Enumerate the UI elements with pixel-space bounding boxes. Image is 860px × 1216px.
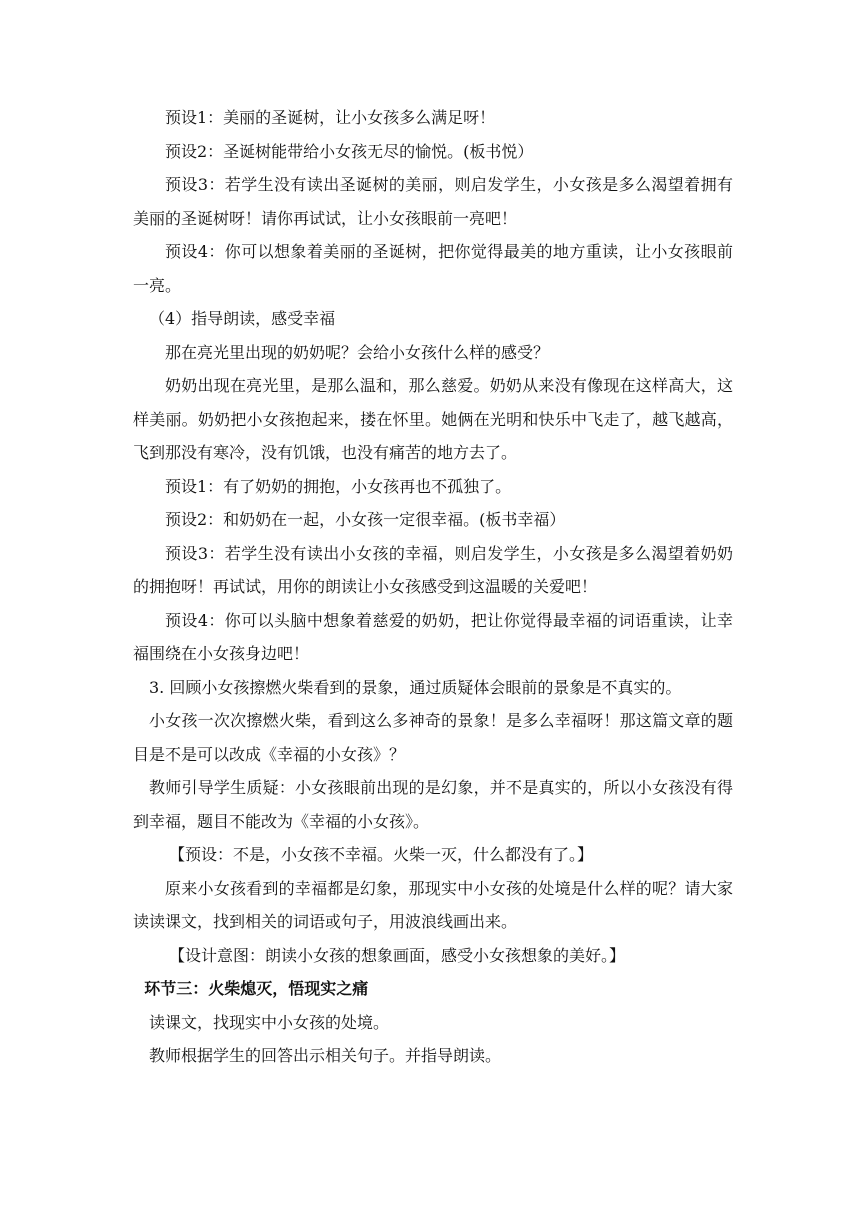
paragraph-question-grandma: 那在亮光里出现的奶奶呢？会给小女孩什么样的感受？ bbox=[165, 342, 550, 362]
paragraph-preset-1b: 预设1：有了奶奶的拥抱，小女孩再也不孤独了。 bbox=[165, 476, 512, 496]
paragraph-reality-question: 原来小女孩看到的幸福都是幻象，那现实中小女孩的处境是什么样的呢？请大家读读课文，找到相关的词语或句子，用波浪线画出来。 bbox=[133, 878, 733, 931]
paragraph-preset-2: 预设2：圣诞树能带给小女孩无尽的愉悦。(板书悦） bbox=[165, 141, 534, 161]
paragraph-preset-4: 预设4：你可以想象着美丽的圣诞树，把你觉得最美的地方重读，让小女孩眼前一亮。 bbox=[133, 242, 733, 295]
document-body bbox=[133, 101, 733, 1073]
paragraph-preset-3b: 预设3：若学生没有读出小女孩的幸福，则启发学生，小女孩是多么渴望着奶奶的拥抱呀！再试试，用你的朗读让小女孩感受到这温暖的关爱吧！ bbox=[133, 543, 733, 596]
paragraph-teacher-shows: 教师根据学生的回答出示相关句子。并指导朗读。 bbox=[149, 1046, 502, 1065]
paragraph-preset-4b: 预设4：你可以头脑中想象着慈爱的奶奶，把让你觉得最幸福的词语重读，让幸福围绕在小女孩身边吧！ bbox=[133, 610, 733, 663]
paragraph-teacher-guidance: 教师引导学生质疑：小女孩眼前出现的是幻象，并不是真实的，所以小女孩没有得到幸福，题目不能改为《幸福的小女孩》。 bbox=[133, 778, 733, 831]
paragraph-preset-3: 预设3：若学生没有读出圣诞树的美丽，则启发学生，小女孩是多么渴望着拥有美丽的圣诞树呀！请你再试试，让小女孩眼前一亮吧！ bbox=[133, 175, 733, 228]
paragraph-read-text: 读课文，找现实中小女孩的处境。 bbox=[149, 1012, 390, 1032]
section-heading-step-three: 环节三：火柴熄灭，悟现实之痛 bbox=[144, 979, 369, 998]
paragraph-preset-2b: 预设2：和奶奶在一起，小女孩一定很幸福。(板书幸福） bbox=[165, 510, 566, 529]
paragraph-design-intent: 【设计意图：朗读小女孩的想象画面，感受小女孩想象的美好。】 bbox=[169, 945, 626, 965]
paragraph-subheading-guided-reading: （4）指导朗读，感受幸福 bbox=[149, 309, 336, 328]
paragraph-preset-answer: 【预设：不是，小女孩不幸福。火柴一灭，什么都没有了。】 bbox=[169, 845, 594, 864]
paragraph-step-3: 3. 回顾小女孩擦燃火柴看到的景象，通过质疑体会眼前的景象是不真实的。 bbox=[149, 677, 682, 697]
paragraph-preset-1: 预设1：美丽的圣诞树，让小女孩多么满足呀！ bbox=[165, 108, 496, 127]
paragraph-question-title: 小女孩一次次擦燃火柴，看到这么多神奇的景象！是多么幸福呀！那这篇文章的题目是不是可以改成《幸福的小女孩》？ bbox=[133, 711, 733, 764]
paragraph-text-excerpt: 奶奶出现在亮光里，是那么温和，那么慈爱。奶奶从来没有像现在这样高大，这样美丽。奶奶把小女孩抱起来，搂在怀里。她俩在光明和快乐中飞走了，越飞越高，飞到那没有寒冷，没有饥饿，也没有痛苦的地方去了。 bbox=[133, 376, 733, 462]
